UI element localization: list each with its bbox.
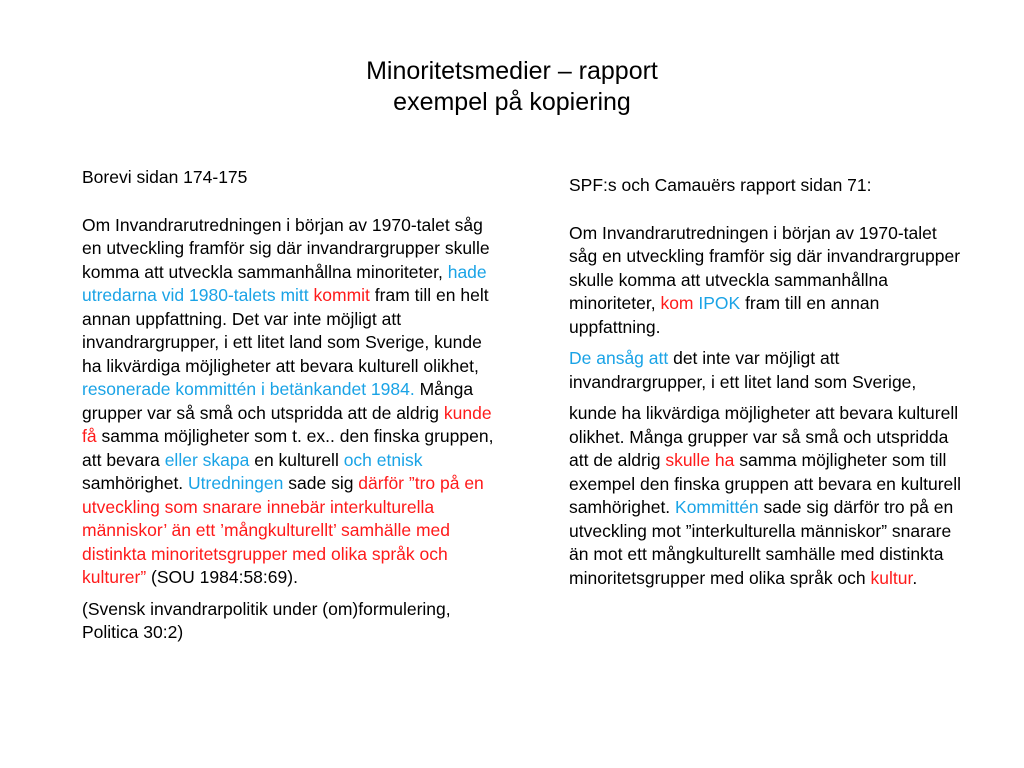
left-source-heading: Borevi sidan 174-175 [82, 167, 248, 187]
text-run: fram till en annan uppfattning. [569, 293, 880, 337]
text-run: fram till en helt annan uppfattning. Det var inte möjligt att invandrargrupper, i ett litet land som Sverige, kunde ha likvärdiga möjligheter att bevara kulturell olikhet, [82, 285, 489, 376]
left-quote-paragraph [82, 214, 494, 590]
blue-highlight-text: eller skapa [164, 449, 250, 470]
red-highlight-text: kultur [870, 567, 913, 588]
text-run: Om Invandrarutredningen i början av 1970-talet såg en utveckling framför sig där invandrargrupper skulle komma att utveckla sammanhållna minoriteter, [569, 222, 961, 313]
blue-highlight-text: och etnisk [343, 449, 423, 470]
blue-highlight-text: resonerade kommittén i betänkandet 1984. [82, 379, 415, 399]
red-highlight-text: kunde få [82, 402, 492, 446]
red-highlight-text: kommit [313, 285, 370, 305]
text-run: samma möjligheter som t. ex.. den finska gruppen, att bevara [82, 426, 494, 470]
slide-title [0, 56, 1024, 118]
text-run: sade sig [283, 473, 359, 493]
right-paragraph-3 [569, 402, 969, 590]
title-line-2: exempel på kopiering [393, 88, 631, 116]
left-citation: (Svensk invandrarpolitik under (om)formulering, Politica 30:2) [82, 598, 451, 642]
blue-highlight-text: Kommittén [675, 497, 759, 517]
text-run: (SOU 1984:58:69). [146, 567, 298, 587]
red-highlight-text: därför ”tro på en utveckling som snarare innebär interkulturella människor’ än ett ’mångkulturellt’ samhälle med distinkta minoritetsgrupper med olika språk och kulturer” [82, 473, 484, 587]
text-run: Många grupper var så små och utspridda att de aldrig [82, 379, 474, 423]
right-column [569, 174, 969, 590]
right-source-heading: SPF:s och Camauërs rapport sidan 71: [569, 175, 872, 195]
blue-highlight-text: IPOK [698, 293, 741, 313]
blue-highlight-text: De ansåg att [569, 348, 669, 368]
text-run: samma möjligheter som till exempel den finska gruppen att bevara en kulturell samhörighet. [569, 450, 962, 517]
blue-highlight-text: Utredningen [188, 473, 284, 493]
right-paragraph-1 [569, 222, 969, 340]
text-run: sade sig därför tro på en utveckling mot ”interkulturella människor” snarare än mot ett mångkulturellt samhälle med distinkta minoritetsgrupper med olika språk och [569, 497, 954, 588]
text-run: . [912, 567, 918, 588]
title-line-1: Minoritetsmedier – rapport [366, 57, 658, 85]
red-highlight-text: skulle ha [665, 450, 735, 470]
text-run: det inte var möjligt att invandrargrupper, i ett litet land som Sverige, [569, 348, 917, 392]
text-run: kunde ha likvärdiga möjligheter att bevara kulturell olikhet. Många grupper var så små och utspridda att de aldrig [569, 403, 959, 470]
right-paragraph-2 [569, 347, 969, 394]
text-run: en kulturell [249, 449, 344, 470]
left-column [82, 166, 494, 645]
blue-highlight-text: hade utredarna vid 1980-talets mitt [82, 261, 487, 305]
text-run: Om Invandrarutredningen i början av 1970-talet såg en utveckling framför sig där invandrargrupper skulle komma att utveckla sammanhållna minoriteter, [82, 214, 490, 282]
text-run: samhörighet. [82, 473, 189, 493]
red-highlight-text: kom [660, 293, 694, 313]
